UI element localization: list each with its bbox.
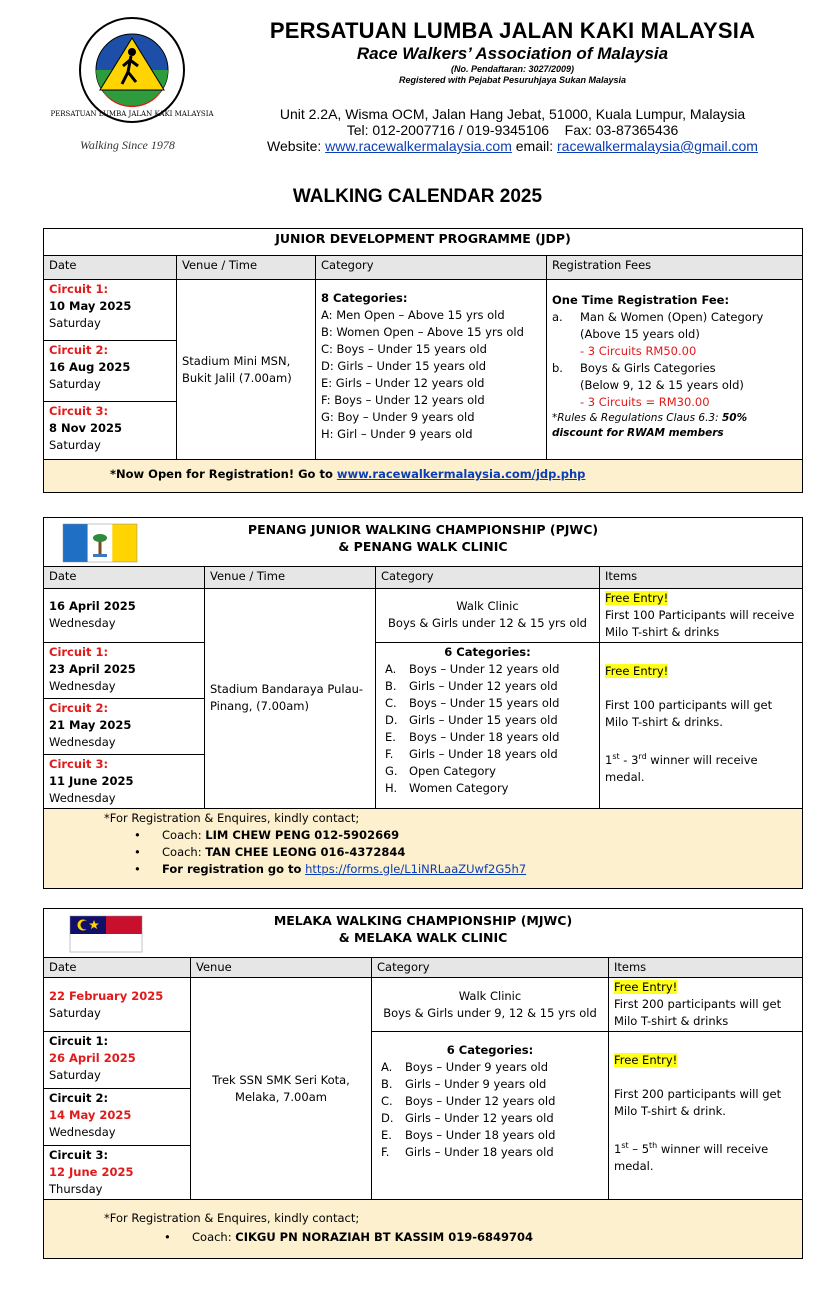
circuit-label: Circuit 1: [49,644,109,659]
circuit-label: Circuit 1: [49,282,109,296]
event-date: 8 Nov 2025 [49,421,123,435]
col-category: Category [372,958,609,978]
items-text: First 200 participants will get Milo T-shirt & drink. [614,1087,782,1118]
category-item: C. Boys – Under 12 years old [381,1094,556,1108]
pjwc-table [43,517,803,889]
pjwc-venue: Stadium Bandaraya Pulau-Pinang, (7.00am) [205,588,376,808]
mjwc-venue [191,978,372,1200]
event-date: 16 Aug 2025 [49,360,131,374]
fee-label: Boys & Girls Categories [580,361,716,375]
category-title: 6 Categories: [446,1043,534,1057]
rules-note: *Rules & Regulations Claus 6.3: [552,412,719,424]
category-title: 8 Categories: [321,291,408,305]
pjwc-dates [44,642,205,808]
event-day: Saturday [49,1005,101,1020]
circuit-label: Circuit 2: [49,700,109,715]
pjwc-clinic-items [600,588,803,642]
medal-text: 1st - 3rd winner will receive medal. [605,751,758,784]
col-category: Category [376,567,600,589]
category-item: D. Girls – Under 12 years old [381,1111,554,1125]
coach-contact: • Coach: TAN CHEE LEONG 016-4372844 [104,844,797,861]
jdp-table [43,228,803,493]
event-date: 16 April 2025 [49,599,136,614]
category-item: A. Boys – Under 9 years old [381,1060,549,1074]
category-item: H: Girl – Under 9 years old [321,427,473,441]
col-items: Items [609,958,803,978]
pjwc-title-cell [44,518,803,567]
contact-intro: *For Registration & Enquires, kindly contact; [104,810,360,825]
category-item: C: Boys – Under 15 years old [321,342,487,356]
fax: Fax: 03-87365436 [564,122,679,138]
mjwc-title-cell [44,909,803,958]
coach-contact: • Coach: CIKGU PN NORAZIAH BT KASSIM 019-6849704 [104,1229,797,1246]
category-item: D: Girls – Under 15 years old [321,359,487,373]
event-date: 14 May 2025 [49,1108,132,1122]
circuit-label: Circuit 2: [49,1091,109,1105]
email-link[interactable]: racewalkermalaysia@gmail.com [557,138,758,154]
mjwc-clinic-date [44,978,191,1032]
email-label: email: [515,138,554,154]
venue-line: Trek SSN SMK Seri Kota, [212,1072,350,1087]
melaka-flag-icon [70,916,142,952]
jdp-fees [547,280,803,460]
org-name-english: Race Walkers’ Association of Malaysia [356,44,669,63]
col-category: Category [316,256,547,280]
event-day: Saturday [49,438,101,452]
col-venue: Venue / Time [177,256,316,280]
telephone: Tel: 012-2007716 / 019-9345106 [346,122,550,138]
category-title: 6 Categories: [444,644,531,659]
pjwc-categories [376,642,600,808]
event-day: Wednesday [49,790,116,805]
col-date: Date [44,958,191,978]
pjwc-title: PENANG JUNIOR WALKING CHAMPIONSHIP (PJWC) [247,522,599,537]
rules-discount: 50% discount for RWAM members [552,412,748,439]
mjwc-dates [44,1032,191,1200]
clinic-title: Walk Clinic [458,988,522,1003]
mjwc-categories [372,1032,609,1200]
venue-line: Melaka, 7.00am [235,1089,327,1104]
circuit-label: Circuit 1: [49,1034,109,1048]
org-name: PERSATUAN LUMBA JALAN KAKI MALAYSIA [269,18,756,43]
clinic-title: Walk Clinic [456,599,519,614]
category-item: F. Girls – Under 18 years old [385,746,558,761]
category-item: E. Boys – Under 18 years old [385,729,560,744]
circuit-label: Circuit 3: [49,756,109,771]
col-items: Items [600,567,803,589]
fee-sub: (Below 9, 12 & 15 years old) [580,378,744,392]
fees-title: One Time Registration Fee: [552,293,730,307]
jdp-title: JUNIOR DEVELOPMENT PROGRAMME (JDP) [44,229,803,256]
free-entry-badge: Free Entry! [605,590,669,605]
address: Unit 2.2A, Wisma OCM, Jalan Hang Jebat, 51000, Kuala Lumpur, Malaysia [279,106,746,122]
event-date: 23 April 2025 [49,661,136,676]
category-item: B. Girls – Under 9 years old [381,1077,547,1091]
coach-contact: • Coach: LIM CHEW PENG 012-5902669 [104,827,797,844]
fee-letter: b. [552,361,563,375]
category-item: F: Boys – Under 12 years old [321,393,485,407]
event-day: Wednesday [49,616,116,631]
mjwc-subtitle: & MELAKA WALK CLINIC [338,930,508,945]
free-entry-badge: Free Entry! [614,980,678,994]
pjwc-clinic-date [44,588,205,642]
circuit-label: Circuit 3: [49,404,109,418]
event-date: 26 April 2025 [49,1051,136,1065]
event-date: 22 February 2025 [49,988,164,1003]
items-text: First 100 Participants will receive Milo T-shirt & drinks [605,607,795,639]
category-item: E. Boys – Under 18 years old [381,1128,556,1142]
clinic-desc: Boys & Girls under 12 & 15 yrs old [388,616,587,631]
registration-number: (No. Pendaftaran: 3027/2009) [450,64,575,74]
fee-letter: a. [552,310,563,324]
fee-price: - 3 Circuits = RM30.00 [580,395,710,409]
col-date: Date [44,256,177,280]
category-item: H. Women Category [385,780,509,795]
mjwc-clinic [372,978,609,1032]
category-item: F. Girls – Under 18 years old [381,1145,554,1159]
event-day: Wednesday [49,678,116,693]
event-day: Saturday [49,316,101,330]
category-item: D. Girls – Under 15 years old [385,712,558,727]
website-label: Website: [267,138,322,154]
event-day: Wednesday [49,1125,116,1139]
event-day: Thursday [49,1182,103,1196]
category-item: E: Girls – Under 12 years old [321,376,485,390]
event-date: 11 June 2025 [49,773,134,788]
mjwc-title: MELAKA WALKING CHAMPIONSHIP (MJWC) [273,913,573,928]
event-day: Wednesday [49,734,116,749]
pjwc-subtitle: & PENANG WALK CLINIC [338,539,508,554]
mjwc-contact [44,1200,803,1259]
category-item: G. Open Category [385,763,496,778]
registered-with: Registered with Pejabat Pesuruhjaya Sukan Malaysia [398,75,627,85]
category-item: A: Men Open – Above 15 yrs old [321,308,505,322]
col-fees: Registration Fees [547,256,803,280]
col-date: Date [44,567,205,589]
mjwc-champ-items [609,1032,803,1200]
logo-text: PERSATUAN LUMBA JALAN KAKI MALAYSIA [50,110,214,118]
circuit-label: Circuit 2: [49,343,109,357]
category-item: A. Boys – Under 12 years old [385,661,560,676]
event-day: Saturday [49,1068,101,1082]
medal-text: 1st – 5th winner will receive medal. [614,1141,769,1173]
items-text: First 200 participants will get Milo T-shirt & drinks [614,997,782,1028]
page-title: WALKING CALENDAR 2025 [292,186,543,207]
items-text: First 100 participants will get Milo T-shirt & drinks. [605,697,773,729]
pjwc-clinic [376,588,600,642]
free-entry-badge: Free Entry! [614,1053,678,1067]
fee-price: - 3 Circuits RM50.00 [580,344,697,358]
jdp-registration-note [44,460,803,493]
fee-label: Man & Women (Open) Category [580,310,764,324]
contact-block [200,106,825,154]
website-link[interactable]: www.racewalkermalaysia.com [325,138,512,154]
jdp-categories [316,280,547,460]
event-date: 10 May 2025 [49,299,132,313]
event-date: 21 May 2025 [49,717,132,732]
association-logo [50,16,214,124]
mjwc-table [43,908,803,1259]
mjwc-clinic-items [609,978,803,1032]
registration-link-item: • For registration go to https://forms.gle/L1iNRLaaZUwf2G5h7 [104,861,797,878]
category-item: G: Boy – Under 9 years old [321,410,475,424]
pjwc-contact [44,808,803,888]
event-day: Saturday [49,377,101,391]
registration-note-text: *Now Open for Registration! Go to [110,467,333,481]
org-header [200,18,825,86]
category-item: C. Boys – Under 15 years old [385,695,560,710]
pjwc-champ-items [600,642,803,808]
contact-intro: *For Registration & Enquires, kindly contact; [104,1211,360,1225]
category-item: B: Women Open – Above 15 yrs old [321,325,524,339]
event-date: 12 June 2025 [49,1165,134,1179]
since-tagline: Walking Since 1978 [80,138,175,152]
col-venue: Venue / Time [205,567,376,589]
pjwc-registration-link[interactable]: https://forms.gle/L1iNRLaaZUwf2G5h7 [305,861,527,876]
col-venue: Venue [191,958,372,978]
jdp-venue: Stadium Mini MSN, Bukit Jalil (7.00am) [177,280,316,460]
jdp-registration-link[interactable]: www.racewalkermalaysia.com/jdp.php [336,467,586,481]
jdp-dates [44,280,177,460]
fee-sub: (Above 15 years old) [580,327,700,341]
penang-flag-icon [63,524,137,562]
category-item: B. Girls – Under 12 years old [385,678,558,693]
circuit-label: Circuit 3: [49,1148,109,1162]
free-entry-badge: Free Entry! [605,663,669,678]
clinic-desc: Boys & Girls under 9, 12 & 15 yrs old [383,1005,597,1020]
